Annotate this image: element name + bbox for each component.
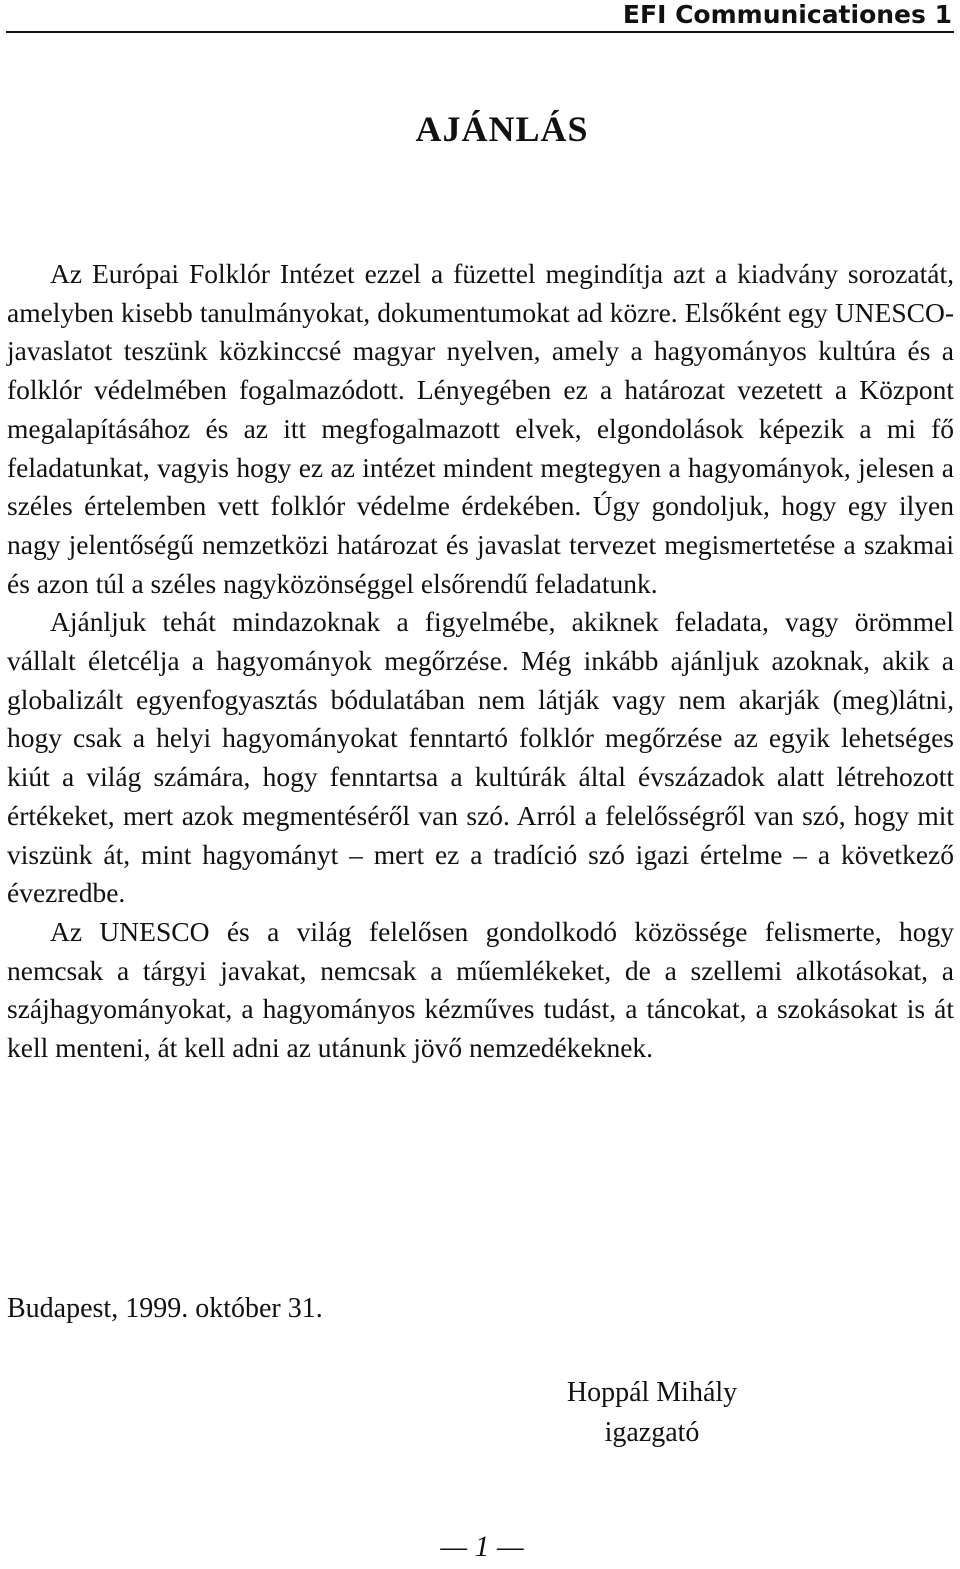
paragraph: Ajánljuk tehát mindazoknak a figyelmébe, akiknek feladata, vagy örömmel vállalt életcélja a hagyományok megőrzése. Még inkább ajánljuk azoknak, akik a globalizált egyenfogyasztás bódulatában nem látják vagy nem akarják (meg)látni, hogy csak a helyi hagyományokat fenntartó folklór megőrzése az egyik lehetséges kiút a világ számára, hogy fenntartsa a kultúrák által évszázadok alatt létrehozott értékeket, mert azok megmentéséről van szó. Arról a felelősségről van szó, hogy mit viszünk át, mint hagyományt – mert ez a tradíció szó igazi értelme – a következő évezredbe. — [7, 606, 954, 909]
running-title: EFI Communicationes 1 — [622, 0, 952, 29]
signatory-role: igazgató — [604, 1417, 700, 1448]
date-line: Budapest, 1999. október 31. — [7, 1293, 323, 1324]
paragraph: Az UNESCO és a világ felelősen gondolkodó közössége felismerte, hogy nemcsak a tárgyi javakat, nemcsak a műemlékeket, de a szellemi alkotásokat, a szájhagyományokat, a hagyományos kézműves tudást, a táncokat, a szokásokat is át kell menteni, át kell adni az utánunk jövő nemzedékeknek. — [7, 915, 954, 1064]
body-text — [7, 255, 954, 1068]
page-title: AJÁNLÁS — [415, 109, 589, 149]
paragraph: Az Európai Folklór Intézet ezzel a füzettel megindítja azt a kiadvány sorozatát, amelyben kisebb tanulmányokat, dokumentumokat ad közre. Elsőként egy UNESCO-javaslatot teszünk közkinccsé magyar nyelven, amely a hagyományos kultúra és a folklór védelmében fogalmazódott. Lényegében ez a határozat vezetett a Központ megalapításához és az itt megfogalmazott elvek, elgondolások képezik a mi fő feladatunkat, vagyis hogy ez az intézet mindent megtegyen a hagyományok, jelesen a széles értelemben vett folklór védelme érdekében. Úgy gondoljuk, hogy egy ilyen nagy jelentőségű nemzetközi határozat és javaslat tervezet megismertetése a szakmai és azon túl a széles nagyközönséggel elsőrendű feladatunk. — [7, 258, 954, 599]
signatory-name: Hoppál Mihály — [566, 1377, 738, 1408]
running-header — [6, 0, 954, 33]
signature-block — [552, 1373, 752, 1453]
page-number: — 1 — — [440, 1530, 524, 1563]
